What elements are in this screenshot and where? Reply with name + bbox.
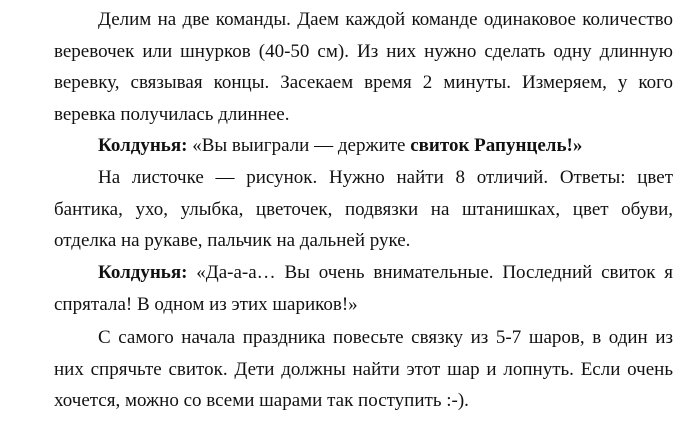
paragraph-text: Делим на две команды. Даем каждой команде одинаковое количество веревочек или шнурков (40-50 см). Из них нужно сделать одну длинную веревку, связывая концы. Засекаем время 2 минуты. Измеряем, у кого веревка получилась длиннее. xyxy=(54,9,673,125)
paragraph-text: На листочке — рисунок. Нужно найти 8 отличий. Ответы: цвет бантика, ухо, улыбка, цветочек, подвязки на штанишках, цвет обуви, отделка на рукаве, пальчик на дальней руке. xyxy=(54,167,673,251)
speaker-label: Колдунья: xyxy=(98,135,188,156)
paragraph-team-rope-game xyxy=(54,4,673,130)
paragraph-witch-rapunzel-scroll xyxy=(54,130,673,162)
paragraph-text: С самого начала праздника повесьте связку из 5-7 шаров, в один из них спрячьте свиток. Дети должны найти этот шар и лопнуть. Если очень хочется, можно со всеми шарами так поступить :-). xyxy=(54,327,673,411)
scroll-name: свиток Рапунцель!» xyxy=(410,135,583,156)
paragraph-witch-last-scroll xyxy=(54,257,673,320)
paragraph-find-differences xyxy=(54,162,673,257)
speaker-label: Колдунья: xyxy=(98,262,188,283)
dialogue-text: «Да-а-а… Вы очень внимательные. Последний свиток я спрятала! В одном из этих шариков!» xyxy=(54,262,673,315)
dialogue-text: «Вы выиграли — держите xyxy=(187,135,411,156)
paragraph-balloons xyxy=(54,322,673,417)
